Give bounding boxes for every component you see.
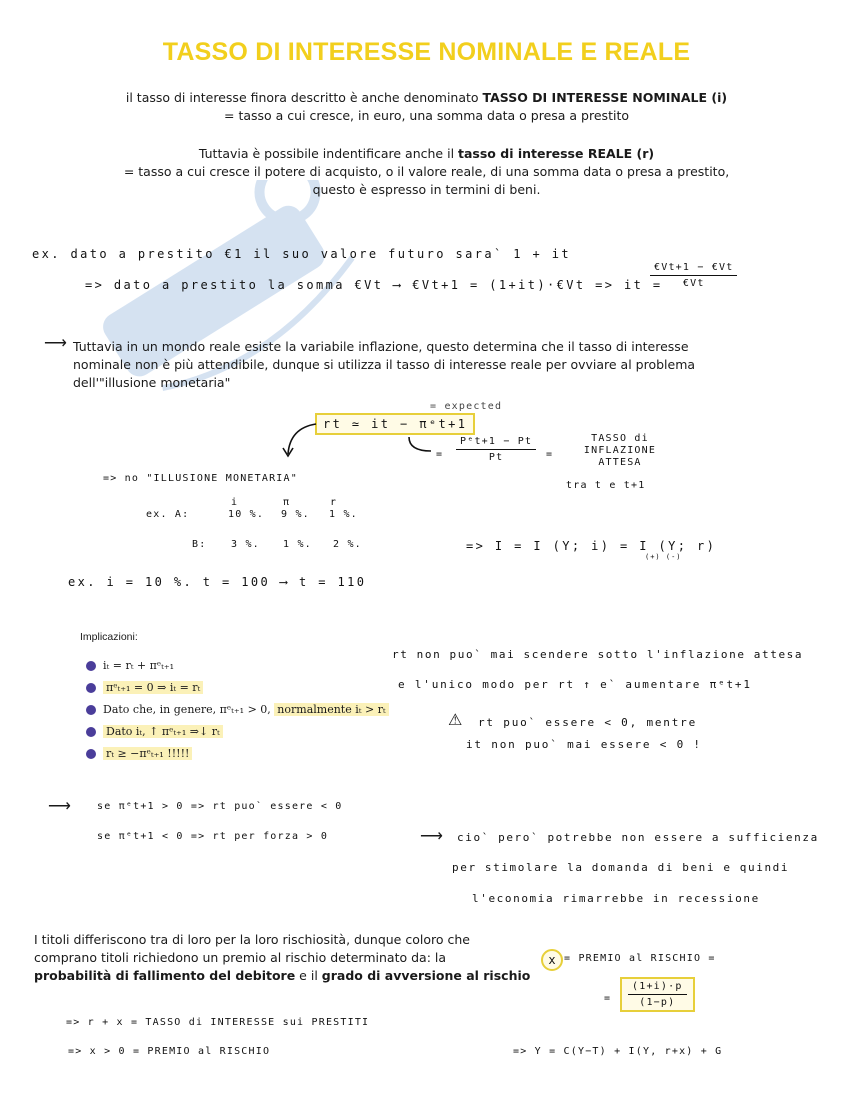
risk-premium-label: = PREMIO al RISCHIO = [564, 953, 716, 964]
item-text: iₜ = rₜ + πᵉₜ₊₁ [103, 659, 175, 672]
consequence-line-3: l'economia rimarrebbe in recessione [472, 892, 760, 905]
intro-line-5: questo è espresso in termini di beni. [312, 182, 541, 197]
consequence-line-1: cio` pero` potrebbe non essere a sufficienza [457, 831, 819, 844]
condition-line-2: se πᵉt+1 < 0 => rt per forza > 0 [97, 831, 329, 842]
item-text: Dato iₜ, ↑ πᵉₜ₊₁ ⇒↓ rₜ [103, 725, 223, 738]
inflation-line-1: Tuttavia in un mondo reale esiste la variabile inflazione, questo determina che il tasso di interesse [73, 339, 689, 354]
bullet-icon [86, 727, 96, 737]
implications-list [86, 655, 389, 765]
implications-title: Implicazioni: [80, 631, 138, 643]
no-illusion-label: => no "ILLUSIONE MONETARIA" [103, 473, 298, 484]
arrow-icon: ⟶ [44, 335, 67, 352]
fraction-numerator: €Vt+1 − €Vt [650, 262, 737, 276]
bullet-icon [86, 683, 96, 693]
expected-inflation-label [560, 433, 680, 469]
intro-bold-term: TASSO DI INTERESSE NOMINALE (i) [482, 90, 728, 105]
row-a-pi: 9 %. [281, 509, 310, 520]
item-text: Dato che, in genere, πᵉₜ₊₁ > 0, [103, 703, 271, 716]
investment-function: => I = I (Y; i) = I (Y; r) [466, 539, 717, 553]
page-title: TASSO DI INTERESSE NOMINALE E REALE [162, 38, 691, 66]
item-text: rₜ ≥ −πᵉₜ₊₁ !!!!! [103, 747, 192, 760]
warning-icon: ⚠ [448, 712, 463, 729]
list-item [86, 721, 389, 743]
period-label: tra t e t+1 [566, 480, 646, 491]
intro-line-2: = tasso a cui cresce, in euro, una somma data o presa a prestito [224, 108, 629, 123]
inflation-line-3: dell'"illusione monetaria" [73, 375, 231, 390]
bullet-icon [86, 705, 96, 715]
intro-bold-term: tasso di interesse REALE (r) [458, 146, 655, 161]
bonds-line-1: I titoli differiscono tra di loro per la loro rischiosità, dunque coloro che [34, 932, 470, 947]
bullet-icon [86, 749, 96, 759]
label-line: TASSO di [591, 433, 649, 444]
arrow-icon: ⟶ [48, 798, 71, 815]
bonds-line-3 [34, 967, 530, 985]
risk-premium-eq: = [604, 993, 612, 1004]
row-b-i: 3 %. [231, 539, 260, 550]
condition-line-1: se πᵉt+1 > 0 => rt puo` essere < 0 [97, 801, 343, 812]
bullet-icon [86, 661, 96, 671]
consequence-line-2: per stimolare la domanda di beni e quindi [452, 861, 790, 874]
bottom-line-2: => x > 0 = PREMIO al RISCHIO [68, 1046, 271, 1057]
item-highlight: normalmente iₜ > rₜ [274, 703, 388, 716]
row-b-label: B: [192, 539, 207, 550]
fraction-denominator: €Vt [682, 278, 705, 289]
item-text: πᵉₜ₊₁ = 0 ⇒ iₜ = rₜ [103, 681, 203, 694]
inflation-fraction [456, 436, 536, 463]
bonds-line-2: comprano titoli richiedono un premio al rischio determinato da: la [34, 950, 447, 965]
row-b-r: 2 %. [333, 539, 362, 550]
fraction-numerator: (1+i)·p [628, 981, 687, 995]
formula-eq-sign: = [436, 449, 444, 460]
curved-arrow-icon [280, 418, 320, 460]
label-line: INFLAZIONE [583, 445, 657, 456]
risk-premium-fraction [620, 977, 695, 1012]
example1-line-2: => dato a prestito la somma €Vt ⟶ €Vt+1 = (1+it)·€Vt => it = [85, 278, 663, 292]
note-line-2: e l'unico modo per rt ↑ e` aumentare πᵉt+1 [398, 678, 752, 691]
row-a-label: ex. A: [146, 509, 190, 520]
intro-line-4: = tasso a cui cresce il potere di acquisto, o il valore reale, di una somma data o presa a prestito, [123, 164, 730, 179]
investment-signs: (+) (-) [645, 553, 682, 561]
note-line-1: rt non puo` mai scendere sotto l'inflazione attesa [392, 648, 804, 661]
col-header-i: i [231, 497, 239, 508]
bold-term: probabilità di fallimento del debitore [34, 968, 296, 983]
list-item [86, 699, 389, 721]
note-line-4: it non puo` mai essere < 0 ! [466, 738, 702, 751]
fraction-denominator: Pt [488, 452, 504, 463]
list-item [86, 655, 389, 677]
example1-fraction [650, 262, 737, 289]
list-item [86, 743, 389, 765]
list-item [86, 677, 389, 699]
fraction-numerator: Pᵉt+1 − Pt [456, 436, 536, 450]
intro-line-3 [0, 145, 853, 163]
intro-text: il tasso di interesse finora descritto è anche denominato [125, 90, 483, 105]
arrow-icon-2: ⟶ [420, 828, 443, 845]
row-b-pi: 1 %. [283, 539, 312, 550]
connector-text: e il [295, 968, 322, 983]
intro-line-1 [0, 89, 853, 107]
example1-line-1: ex. dato a prestito €1 il suo valore futuro sara` 1 + it [32, 247, 571, 261]
bold-term: grado di avversione al rischio [321, 968, 531, 983]
note-line-3: rt puo` essere < 0, mentre [478, 716, 697, 729]
col-header-r: r [330, 497, 338, 508]
formula-eq-sign-2: = [546, 449, 554, 460]
row-a-r: 1 %. [329, 509, 358, 520]
risk-premium-symbol: x [541, 949, 563, 971]
bracket-hook-icon [405, 435, 435, 457]
label-line: ATTESA [598, 457, 642, 468]
row-a-i: 10 %. [228, 509, 265, 520]
bottom-line-1: => r + x = TASSO di INTERESSE sui PRESTITI [66, 1017, 370, 1028]
col-header-pi: π [283, 497, 291, 508]
example2-line: ex. i = 10 %. t = 100 ⟶ t = 110 [68, 575, 367, 589]
fraction-denominator: (1−p) [639, 997, 676, 1008]
bottom-line-3: => Y = C(Y−T) + I(Y, r+x) + G [513, 1046, 723, 1057]
inflation-line-2: nominale non è più attendibile, dunque si utilizza il tasso di interesse reale per ovviare al problema [73, 357, 696, 372]
intro-text: Tuttavia è possibile indentificare anche il [198, 146, 459, 161]
expected-label: = expected [430, 401, 503, 412]
real-rate-formula: rt ≃ it − πᵉt+1 [315, 413, 475, 435]
